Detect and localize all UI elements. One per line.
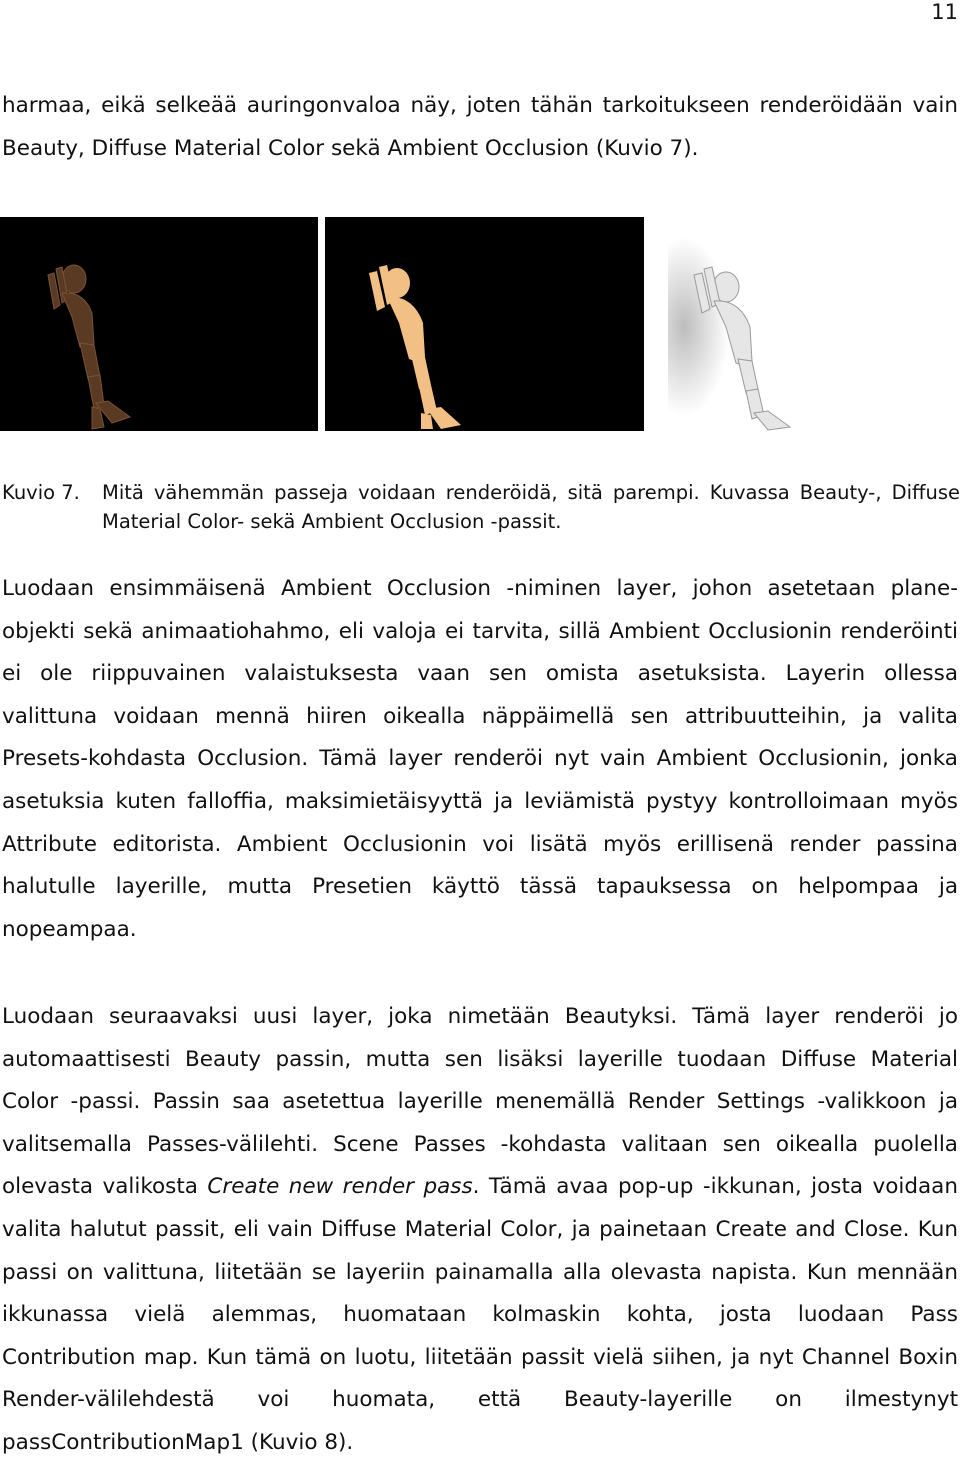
caption-line-2: Material Color- sekä Ambient Occlusion -passit. xyxy=(102,510,562,533)
beauty-line: passi on valittuna, liitetään se layeriin painamalla alla olevasta napista. Kun mennään xyxy=(2,1259,958,1285)
caption-line-1: Mitä vähemmän passeja voidaan renderöidä, sitä parempi. Kuvassa Beauty-, Diffuse xyxy=(102,481,960,504)
ao-line: asetuksia kuten falloffia, maksimietäisyyttä ja leviämistä pystyy kontrolloimaan myös xyxy=(2,788,958,814)
beauty-line: Render-välilehdestä voi huomata, että Beauty-layerille on ilmestynyt xyxy=(2,1387,958,1413)
beauty-line: automaattisesti Beauty passin, mutta sen lisäksi layerille tuodaan Diffuse Material xyxy=(2,1046,958,1072)
beauty-line-5-a: olevasta valikosta xyxy=(2,1174,208,1200)
intro-paragraph xyxy=(2,85,958,170)
beauty-line: Luodaan seuraavaksi uusi layer, joka nimetään Beautyksi. Tämä layer renderöi jo xyxy=(2,1004,958,1029)
ao-line: ei ole riippuvainen valaistuksesta vaan sen omista asetuksista. Layerin ollessa xyxy=(2,661,958,687)
beauty-line: passContributionMap1 (Kuvio 8). xyxy=(2,1429,354,1455)
diffuse-background xyxy=(325,217,644,431)
ao-line: objekti sekä animaatiohahmo, eli valoja ei tarvita, sillä Ambient Occlusionin renderöinti xyxy=(2,618,958,644)
beauty-line: ikkunassa vielä alemmas, huomataan kolmaskin kohta, josta luodaan Pass xyxy=(2,1302,958,1328)
beauty-pass-image xyxy=(0,217,318,431)
ambient-occlusion-pass-image xyxy=(648,217,960,431)
ambient-occlusion-paragraph xyxy=(2,568,958,951)
diffuse-pass-image xyxy=(325,217,644,431)
render-pass-figure xyxy=(0,217,960,431)
page-number: 11 xyxy=(931,0,958,24)
create-new-render-pass-term: Create new render pass xyxy=(207,1174,473,1200)
beauty-line: valitsemalla Passes-välilehti. Scene Passes -kohdasta valitaan sen oikealla puolella xyxy=(2,1131,958,1157)
ao-line: Attribute editorista. Ambient Occlusionin voi lisätä myös erillisenä render passina xyxy=(2,831,958,857)
intro-line-2: Beauty, Diffuse Material Color sekä Ambient Occlusion (Kuvio 7). xyxy=(2,135,699,161)
intro-line-1: harmaa, eikä selkeää auringonvaloa näy, joten tähän tarkoitukseen renderöidään vain xyxy=(2,93,958,118)
beauty-line-5-b: . Tämä avaa pop-up -ikkunan, josta voidaan xyxy=(472,1174,958,1200)
ao-line: halutulle layerille, mutta Presetien käyttö tässä tapauksessa on helpompaa ja xyxy=(2,874,958,900)
beauty-line: valita halutut passit, eli vain Diffuse Material Color, ja painetaan Create and Close. Kun xyxy=(2,1216,958,1242)
ao-line: Luodaan ensimmäisenä Ambient Occlusion -niminen layer, johon asetetaan plane- xyxy=(2,576,958,601)
ao-line: nopeampaa. xyxy=(2,916,137,942)
ao-line: Presets-kohdasta Occlusion. Tämä layer renderöi nyt vain Ambient Occlusionin, jonka xyxy=(2,746,958,772)
caption-label: Kuvio 7. xyxy=(2,481,80,504)
beauty-line: Color -passi. Passin saa asetettua layerille menemällä Render Settings -valikkoon ja xyxy=(2,1089,958,1115)
beauty-layer-paragraph xyxy=(2,996,958,1465)
ao-line: valittuna voidaan mennä hiiren oikealla näppäimellä sen attribuutteihin, ja valita xyxy=(2,703,958,729)
beauty-background xyxy=(0,217,318,431)
beauty-line: Contribution map. Kun tämä on luotu, liitetään passit vielä siihen, ja nyt Channel Boxin xyxy=(2,1344,958,1370)
beauty-line xyxy=(2,1166,958,1209)
